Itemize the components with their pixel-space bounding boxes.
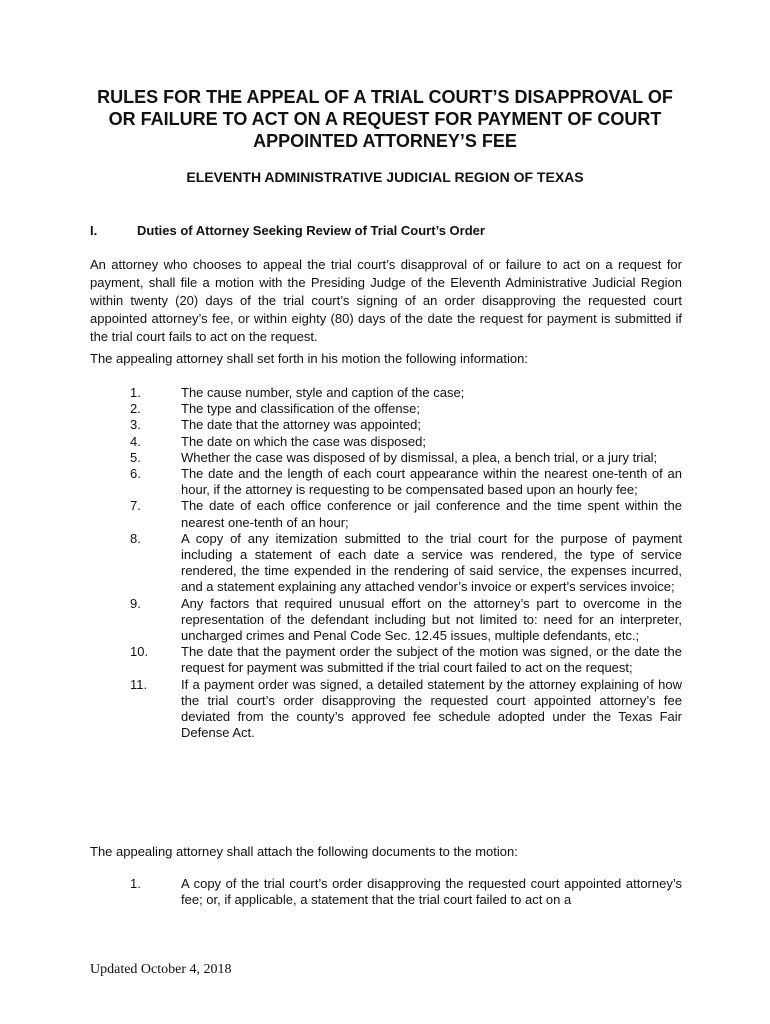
list-text: A copy of the trial court’s order disapproving the requested court appointed attorney’s fee; or, if applicable, a statement that the trial court failed to act on a xyxy=(181,876,682,908)
title-line: OR FAILURE TO ACT ON A REQUEST FOR PAYMENT OF COURT xyxy=(108,109,662,129)
list-text: The cause number, style and caption of the case; xyxy=(181,385,465,400)
list-text: The date and the length of each court appearance within the nearest one-tenth of an hour, if the attorney is requesting to be compensated based upon an hourly fee; xyxy=(181,466,682,498)
list-number: 9. xyxy=(130,595,141,611)
list-item xyxy=(90,644,682,676)
list-item xyxy=(90,876,682,908)
section-title: Duties of Attorney Seeking Review of Trial Court’s Order xyxy=(137,223,485,238)
list-item xyxy=(90,466,682,498)
list-text: Whether the case was disposed of by dismissal, a plea, a bench trial, or a jury trial; xyxy=(181,449,658,465)
list-item xyxy=(90,531,682,596)
list-item xyxy=(90,498,682,530)
list-item xyxy=(90,385,682,401)
title-line: APPOINTED ATTORNEY’S FEE xyxy=(253,131,517,151)
list-text: The type and classification of the offense; xyxy=(181,401,420,417)
page-footer: Updated October 4, 2018 xyxy=(90,962,232,977)
list-number: 7. xyxy=(130,498,141,514)
list-item xyxy=(90,450,682,466)
docs-lead: The appealing attorney shall attach the following documents to the motion: xyxy=(90,844,518,859)
info-lead: The appealing attorney shall set forth in his motion the following information: xyxy=(90,351,528,366)
list-text: The date that the payment order the subject of the motion was signed, or the date the request for payment was submitted if the trial court failed to act on the request; xyxy=(181,644,682,676)
section-heading xyxy=(90,222,690,240)
list-text: A copy of any itemization submitted to the trial court for the purpose of payment including a statement of each date a service was rendered, the type of service rendered, the time expended in the rendering of said service, the expenses incurred, and a statement explaining any attached vendor’s invoice or expert’s services invoice; xyxy=(181,530,682,595)
list-item xyxy=(90,401,682,417)
list-number: 1. xyxy=(130,876,141,891)
list-number: 10. xyxy=(130,644,149,660)
list-text: The date of each office conference or jail conference and the time spent within the nearest one-tenth of an hour; xyxy=(181,498,682,530)
list-text: The date that the attorney was appointed; xyxy=(181,417,421,433)
list-number: 6. xyxy=(130,466,141,482)
list-number: 8. xyxy=(130,530,141,546)
list-number: 5. xyxy=(130,449,141,465)
info-list xyxy=(90,385,682,741)
list-text: If a payment order was signed, a detailed statement by the attorney explaining of how the trial court’s order disapproving the requested court appointed attorney’s fee deviated from the county’s approved fee schedule adopted under the Texas Fair Defense Act. xyxy=(181,676,682,741)
document-subtitle: ELEVENTH ADMINISTRATIVE JUDICIAL REGION OF TEXAS xyxy=(186,169,584,185)
list-item xyxy=(90,417,682,433)
title-line: RULES FOR THE APPEAL OF A TRIAL COURT’S DISAPPROVAL OF xyxy=(97,87,673,107)
list-text: Any factors that required unusual effort on the attorney’s part to overcome in the representation of the defendant including but not limited to: need for an interpreter, uncharged crimes and Penal Code Sec. 12.45 issues, multiple defendants, etc.; xyxy=(181,595,682,644)
section-number: I. xyxy=(90,223,98,238)
list-number: 2. xyxy=(130,401,141,417)
docs-list xyxy=(90,876,682,908)
list-item xyxy=(90,596,682,645)
list-item xyxy=(90,434,682,450)
list-number: 4. xyxy=(130,433,141,449)
list-number: 3. xyxy=(130,417,141,433)
document-title xyxy=(90,86,680,152)
list-item xyxy=(90,677,682,742)
list-number: 1. xyxy=(130,385,141,400)
list-number: 11. xyxy=(130,676,148,692)
intro-paragraph: An attorney who chooses to appeal the trial court’s disapproval of or failure to act on a request for payment, shall file a motion with the Presiding Judge of the Eleventh Administrative Judicial Region within twenty (20) days of the trial court’s signing of an order disapproving the requested court appointed attorney’s fee, or within eighty (80) days of the date the request for payment is submitted if the trial court fails to act on the request. xyxy=(90,257,682,344)
list-text: The date on which the case was disposed; xyxy=(181,433,426,449)
